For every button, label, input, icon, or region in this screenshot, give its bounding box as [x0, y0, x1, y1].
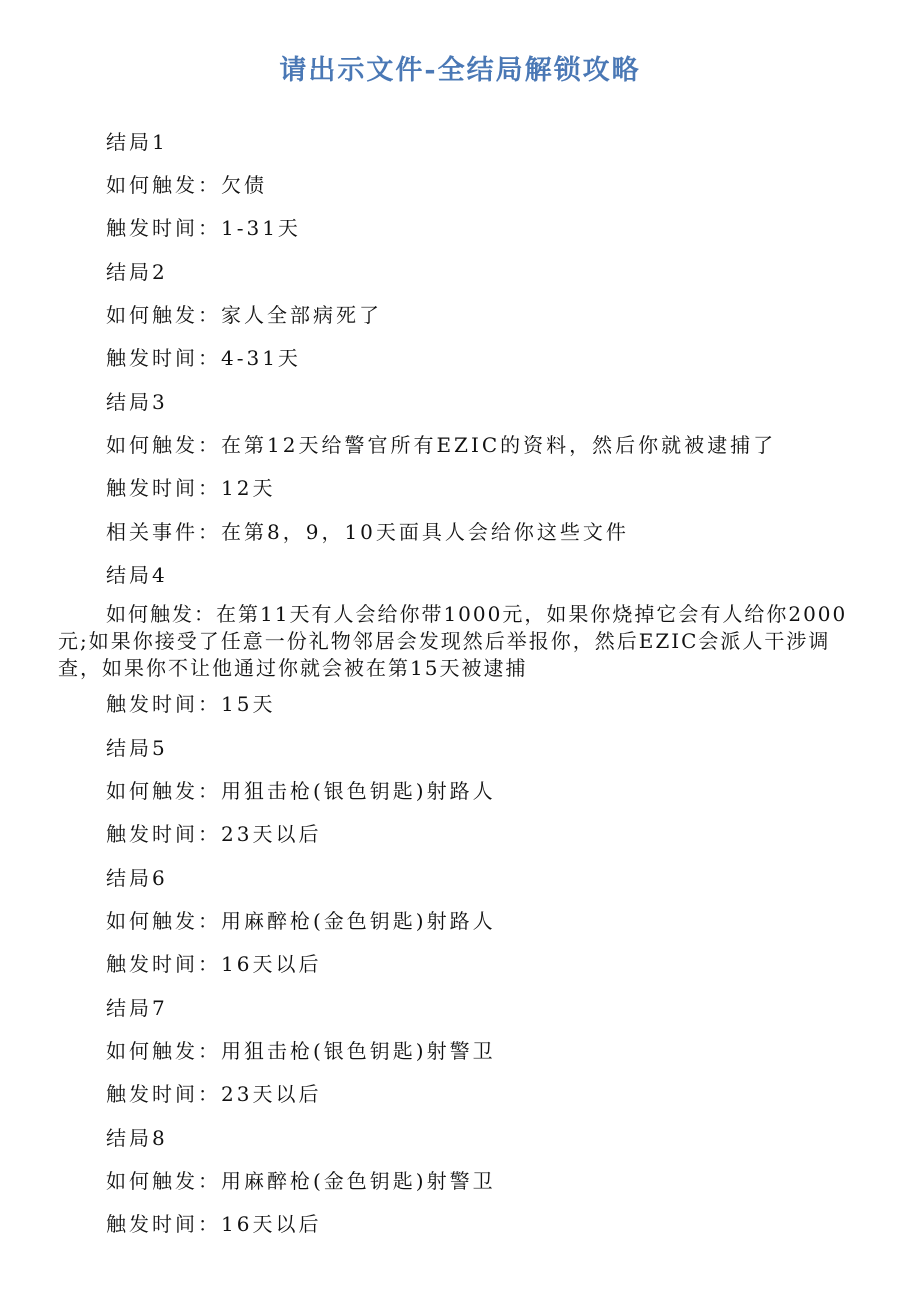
ending-8-trigger: 如何触发：用麻醉枪(金色钥匙)射警卫 — [106, 1169, 496, 1193]
ending-2-trigger: 如何触发：家人全部病死了 — [106, 303, 382, 327]
ending-5-time: 触发时间：23天以后 — [106, 822, 322, 846]
ending-1-time: 触发时间：1-31天 — [106, 216, 301, 240]
ending-4-trigger: 如何触发：在第11天有人会给你带1000元，如果你烧掉它会有人给你2000元;如果你接受了任意一份礼物邻居会发现然后举报你，然后EZIC会派人干涉调查，如果你不让他通过你就会被在第15天被逮捕 — [58, 602, 848, 680]
ending-6-time: 触发时间：16天以后 — [106, 952, 322, 976]
ending-3-time: 触发时间：12天 — [106, 476, 276, 500]
ending-7-heading: 结局7 — [106, 996, 168, 1020]
ending-5-trigger: 如何触发：用狙击枪(银色钥匙)射路人 — [106, 779, 496, 803]
ending-3-related-event: 相关事件：在第8，9，10天面具人会给你这些文件 — [106, 520, 629, 544]
ending-4-heading: 结局4 — [106, 563, 168, 587]
document-title: 请出示文件-全结局解锁攻略 — [279, 55, 641, 86]
ending-2-time: 触发时间：4-31天 — [106, 346, 301, 370]
ending-2-heading: 结局2 — [106, 260, 168, 284]
ending-6-heading: 结局6 — [106, 866, 168, 890]
ending-5-heading: 结局5 — [106, 736, 168, 760]
ending-7-trigger: 如何触发：用狙击枪(银色钥匙)射警卫 — [106, 1039, 496, 1063]
ending-8-heading: 结局8 — [106, 1126, 168, 1150]
ending-4-time: 触发时间：15天 — [106, 692, 276, 716]
ending-8-time: 触发时间：16天以后 — [106, 1212, 322, 1236]
ending-3-heading: 结局3 — [106, 390, 168, 414]
ending-6-trigger: 如何触发：用麻醉枪(金色钥匙)射路人 — [106, 909, 496, 933]
ending-7-time: 触发时间：23天以后 — [106, 1082, 322, 1106]
ending-3-trigger: 如何触发：在第12天给警官所有EZIC的资料，然后你就被逮捕了 — [106, 433, 777, 457]
ending-1-trigger: 如何触发：欠债 — [106, 173, 267, 197]
ending-1-heading: 结局1 — [106, 130, 168, 154]
